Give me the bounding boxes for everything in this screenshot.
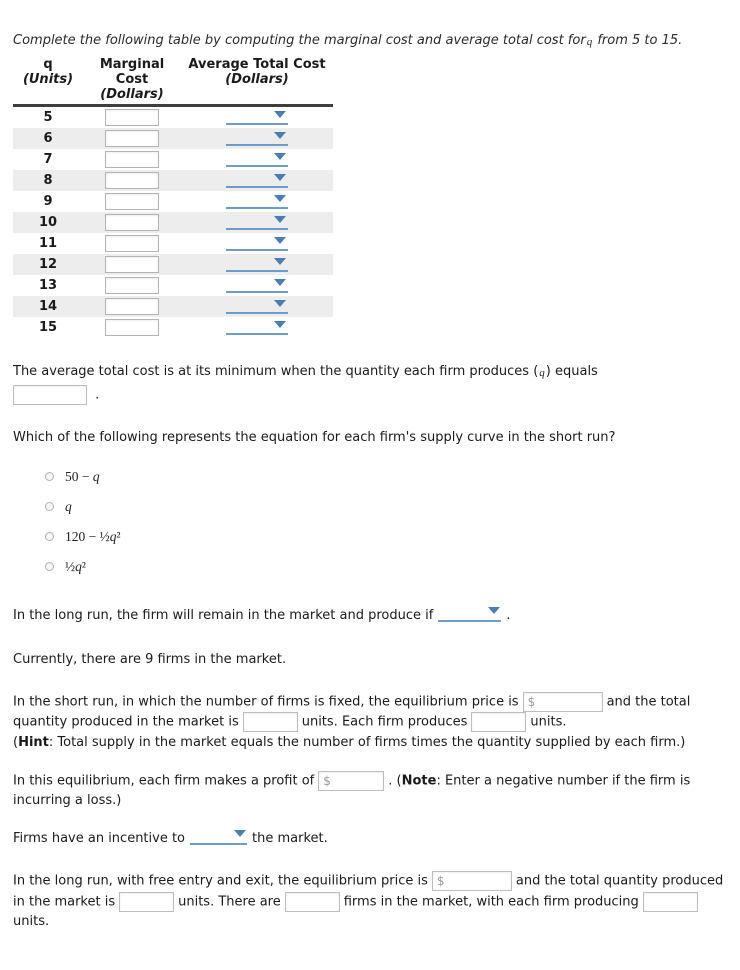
hint-label: Hint: [18, 734, 49, 750]
chevron-down-icon: [274, 321, 286, 328]
table-row: [13, 233, 333, 254]
q-variable: q: [586, 36, 593, 48]
sentence-period: .: [95, 387, 100, 403]
average-total-cost-dropdown[interactable]: [226, 299, 288, 314]
cost-table: [13, 57, 333, 338]
radio-button[interactable]: [45, 502, 54, 511]
long-run-produce-text: [13, 606, 725, 626]
marginal-cost-input[interactable]: [105, 172, 159, 189]
chevron-down-icon: [488, 607, 500, 614]
produce-if-dropdown[interactable]: [438, 607, 501, 622]
quantity-value: 9: [43, 194, 53, 209]
marginal-cost-input[interactable]: [105, 193, 159, 210]
quantity-value: 10: [38, 215, 58, 230]
long-run-entry-seg3: units. There are: [178, 894, 281, 909]
supply-option[interactable]: [45, 522, 726, 552]
chevron-down-icon: [274, 216, 286, 223]
average-total-cost-dropdown[interactable]: [226, 152, 288, 167]
average-total-cost-dropdown[interactable]: [226, 173, 288, 188]
short-run-seg1: In the short run, in which the number of firms is fixed, the equilibrium price is: [13, 694, 519, 709]
atc-min-answer-row: [13, 385, 725, 406]
instruction-part2: from 5 to 15.: [597, 33, 683, 48]
marginal-cost-input[interactable]: [105, 130, 159, 147]
supply-option[interactable]: [45, 462, 726, 492]
average-total-cost-dropdown[interactable]: [226, 131, 288, 146]
short-run-price-box[interactable]: [523, 692, 603, 712]
table-row: [13, 212, 333, 233]
dollar-prefix: $: [436, 874, 445, 888]
atc-min-before: The average total cost is at its minimum when the quantity each firm produces (: [13, 364, 539, 379]
quantity-value: 15: [38, 320, 58, 335]
chevron-down-icon: [274, 132, 286, 139]
hint-open-paren: (: [13, 734, 19, 750]
marginal-cost-input[interactable]: [105, 319, 159, 336]
atc-min-after: ) equals: [545, 364, 598, 379]
table-row: [13, 317, 333, 338]
long-run-entry-paragraph: [13, 871, 725, 932]
quantity-value: 11: [38, 236, 58, 251]
dollar-prefix: $: [323, 773, 331, 788]
long-run-entry-seg4: firms in the market, with each firm producing: [343, 894, 639, 909]
profit-paragraph: [13, 771, 725, 812]
long-run-entry-seg2: and the total quantity produced in the market is: [13, 873, 724, 909]
profit-seg2: . (: [388, 773, 402, 788]
table-row: [13, 149, 333, 170]
instruction-part1: Complete the following table by computing the marginal cost and average total cost for: [13, 33, 586, 48]
note-label: Note: [401, 773, 437, 788]
marginal-cost-input[interactable]: [105, 151, 159, 168]
quantity-value: 6: [43, 131, 53, 146]
supply-option[interactable]: [45, 492, 726, 522]
average-total-cost-dropdown[interactable]: [226, 257, 288, 272]
table-row: [13, 107, 333, 128]
short-run-seg3: units. Each firm produces: [301, 714, 468, 730]
short-run-seg2: and the total quantity produced in the market is: [13, 694, 691, 730]
table-row: [13, 128, 333, 149]
quantity-value: 7: [43, 152, 53, 167]
option-label: 120 − ½q²: [65, 528, 121, 544]
long-run-entry-seg1: In the long run, with free entry and exit, the equilibrium price is: [13, 873, 428, 889]
long-run-price-input[interactable]: [445, 871, 511, 891]
supply-question-prompt: Which of the following represents the equation for each firm's supply curve in the short run?: [13, 429, 616, 445]
average-total-cost-dropdown[interactable]: [226, 215, 288, 230]
firms-note: Currently, there are 9 firms in the market.: [13, 651, 287, 667]
chevron-down-icon: [274, 279, 286, 286]
chevron-down-icon: [274, 237, 286, 244]
short-run-paragraph: [13, 692, 725, 753]
option-label: q: [65, 498, 72, 514]
long-run-produce-before: In the long run, the firm will remain in the market and produce if: [13, 607, 434, 623]
header-quantity-label: q: [43, 57, 53, 72]
long-run-quantity-input[interactable]: [119, 892, 174, 912]
cost-table-header: [13, 57, 333, 107]
marginal-cost-input[interactable]: [105, 109, 159, 126]
chevron-down-icon: [274, 153, 286, 160]
header-marginal-cost-label: Marginal Cost: [99, 57, 165, 87]
average-total-cost-dropdown[interactable]: [226, 236, 288, 251]
profit-input[interactable]: [331, 771, 383, 791]
average-total-cost-dropdown[interactable]: [226, 110, 288, 125]
header-average-total-cost-units: (Dollars): [225, 72, 289, 87]
profit-seg1: In this equilibrium, each firm makes a profit of: [13, 773, 315, 788]
option-label: ½q²: [65, 558, 86, 574]
header-quantity-units: (Units): [22, 72, 74, 87]
chevron-down-icon: [274, 111, 286, 118]
short-run-per-firm-input[interactable]: [471, 712, 526, 732]
quantity-value: 14: [38, 299, 58, 314]
long-run-firms-input[interactable]: [285, 892, 340, 912]
marginal-cost-input[interactable]: [105, 256, 159, 273]
table-row: [13, 296, 333, 317]
average-total-cost-dropdown[interactable]: [226, 320, 288, 335]
chevron-down-icon: [274, 174, 286, 181]
table-row: [13, 275, 333, 296]
header-average-total-cost-label: Average Total Cost: [188, 57, 326, 72]
short-run-seg4: units.: [530, 714, 567, 730]
atc-min-input[interactable]: [13, 385, 87, 405]
marginal-cost-input[interactable]: [105, 214, 159, 231]
header-marginal-cost: [83, 57, 181, 102]
quantity-value: 13: [38, 278, 58, 293]
long-run-price-box[interactable]: [432, 871, 512, 891]
long-run-produce-after: .: [506, 607, 511, 623]
average-total-cost-dropdown[interactable]: [226, 194, 288, 209]
instruction-text: [13, 30, 713, 53]
radio-button[interactable]: [45, 532, 54, 541]
table-row: [13, 170, 333, 191]
header-marginal-cost-units: (Dollars): [100, 87, 164, 102]
table-row: [13, 191, 333, 212]
profit-box[interactable]: [318, 771, 384, 791]
chevron-down-icon: [274, 195, 286, 202]
q-variable: q: [539, 367, 545, 379]
short-run-price-input[interactable]: [535, 692, 601, 712]
profit-seg3: : Enter a negative number if the firm is incurring a loss.): [13, 773, 691, 808]
marginal-cost-input[interactable]: [105, 298, 159, 315]
supply-options: [45, 462, 726, 582]
long-run-per-firm-input[interactable]: [643, 892, 698, 912]
marginal-cost-input[interactable]: [105, 277, 159, 294]
chevron-down-icon: [274, 300, 286, 307]
option-label: 50 − q: [65, 468, 100, 484]
incentive-after: the market.: [252, 831, 328, 846]
quantity-value: 12: [38, 257, 58, 272]
header-quantity: [13, 57, 83, 102]
chevron-down-icon: [234, 830, 246, 837]
dollar-prefix: $: [527, 694, 536, 709]
short-run-quantity-input[interactable]: [243, 712, 298, 732]
hint-text: : Total supply in the market equals the number of firms times the quantity supplied by each firm.): [48, 734, 686, 750]
incentive-dropdown[interactable]: [190, 830, 247, 845]
average-total-cost-dropdown[interactable]: [226, 278, 288, 293]
supply-option[interactable]: [45, 552, 726, 582]
cost-table-body: [13, 107, 333, 338]
marginal-cost-input[interactable]: [105, 235, 159, 252]
radio-button[interactable]: [45, 472, 54, 481]
short-run-hint: [13, 733, 725, 753]
quantity-value: 5: [43, 110, 53, 125]
atc-min-text: [13, 362, 725, 383]
incentive-before: Firms have an incentive to: [13, 831, 186, 846]
radio-button[interactable]: [45, 562, 54, 571]
incentive-text: [13, 829, 725, 849]
header-average-total-cost: [181, 57, 333, 102]
table-row: [13, 254, 333, 275]
chevron-down-icon: [274, 258, 286, 265]
quantity-value: 8: [43, 173, 53, 188]
long-run-entry-seg5: units.: [13, 914, 50, 929]
